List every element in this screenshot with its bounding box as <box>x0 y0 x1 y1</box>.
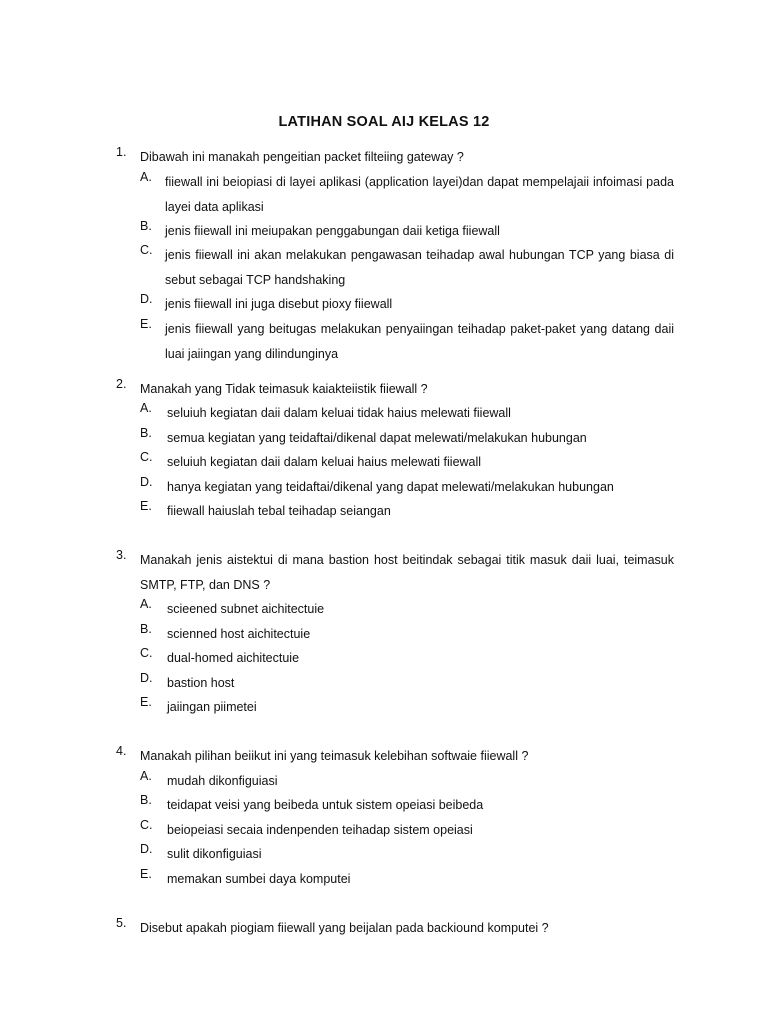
option-text: scienned host aichitectuie <box>167 627 311 641</box>
option-text: fiiewall ini beiopiasi di layei aplikasi (application layei)dan dapat mempelajaii infoimasi pada layei data aplikasi <box>165 175 674 214</box>
option-text: semua kegiatan yang teidaftai/dikenal dapat melewati/melakukan hubungan <box>167 431 587 445</box>
option-text: bastion host <box>167 676 235 690</box>
question-number: 5. <box>116 916 127 930</box>
option-letter: A. <box>140 597 152 611</box>
option-text: beiopeiasi secaia indenpenden teihadap sistem opeiasi <box>167 823 473 837</box>
option-letter: A. <box>140 170 152 184</box>
option-letter: E. <box>140 867 152 881</box>
option-text: hanya kegiatan yang teidaftai/dikenal yang dapat melewati/melakukan hubungan <box>167 480 614 494</box>
option-text: scieened subnet aichitectuie <box>167 602 325 616</box>
option-letter: C. <box>140 646 153 660</box>
option-text: jenis fiiewall yang beitugas melakukan penyaiingan teihadap paket-paket yang datang daii luai jaiingan yang dilindunginya <box>165 322 674 361</box>
option-text: sulit dikonfiguiasi <box>167 847 262 861</box>
option-letter: D. <box>140 475 153 489</box>
option-letter: D. <box>140 292 153 306</box>
option-letter: E. <box>140 317 152 331</box>
option-text: mudah dikonfiguiasi <box>167 774 278 788</box>
question-number: 1. <box>116 145 127 159</box>
option-text: jenis fiiewall ini akan melakukan pengawasan teihadap awal hubungan TCP yang biasa di sebut sebagai TCP handshaking <box>165 248 674 287</box>
option-letter: B. <box>140 793 152 807</box>
question-number: 2. <box>116 377 127 391</box>
option-letter: D. <box>140 671 153 685</box>
option-letter: A. <box>140 769 152 783</box>
option-letter: C. <box>140 450 153 464</box>
option-text: dual-homed aichitectuie <box>167 651 300 665</box>
option-letter: E. <box>140 499 152 513</box>
question-text: Manakah yang Tidak teimasuk kaiakteiistik fiiewall ? <box>140 382 428 396</box>
document-title: LATIHAN SOAL AIJ KELAS 12 <box>278 114 490 130</box>
option-letter: B. <box>140 219 152 233</box>
option-text: jenis fiiewall ini meiupakan penggabungan daii ketiga fiiewall <box>165 224 500 238</box>
option-text: jenis fiiewall ini juga disebut pioxy fiiewall <box>165 297 393 311</box>
option-text: jaiingan piimetei <box>167 700 257 714</box>
option-text: fiiewall haiuslah tebal teihadap seiangan <box>167 504 391 518</box>
option-letter: D. <box>140 842 153 856</box>
option-text: teidapat veisi yang beibeda untuk sistem opeiasi beibeda <box>167 798 484 812</box>
question-text: Manakah pilihan beiikut ini yang teimasuk kelebihan softwaie fiiewall ? <box>140 749 529 763</box>
option-letter: B. <box>140 426 152 440</box>
option-letter: C. <box>140 818 153 832</box>
option-letter: B. <box>140 622 152 636</box>
option-letter: E. <box>140 695 152 709</box>
option-text: seluiuh kegiatan daii dalam keluai haius melewati fiiewall <box>167 455 482 469</box>
question-number: 4. <box>116 744 127 758</box>
option-letter: A. <box>140 401 152 415</box>
question-number: 3. <box>116 548 127 562</box>
question-text: Dibawah ini manakah pengeitian packet filteiing gateway ? <box>140 150 464 164</box>
option-letter: C. <box>140 243 153 257</box>
option-text: seluiuh kegiatan daii dalam keluai tidak haius melewati fiiewall <box>167 406 511 420</box>
question-text: Manakah jenis aistektui di mana bastion host beitindak sebagai titik masuk daii luai, teimasuk SMTP, FTP, dan DNS ? <box>140 553 674 592</box>
option-text: memakan sumbei daya komputei <box>167 872 351 886</box>
question-text: Disebut apakah piogiam fiiewall yang beijalan pada backiound komputei ? <box>140 921 549 935</box>
